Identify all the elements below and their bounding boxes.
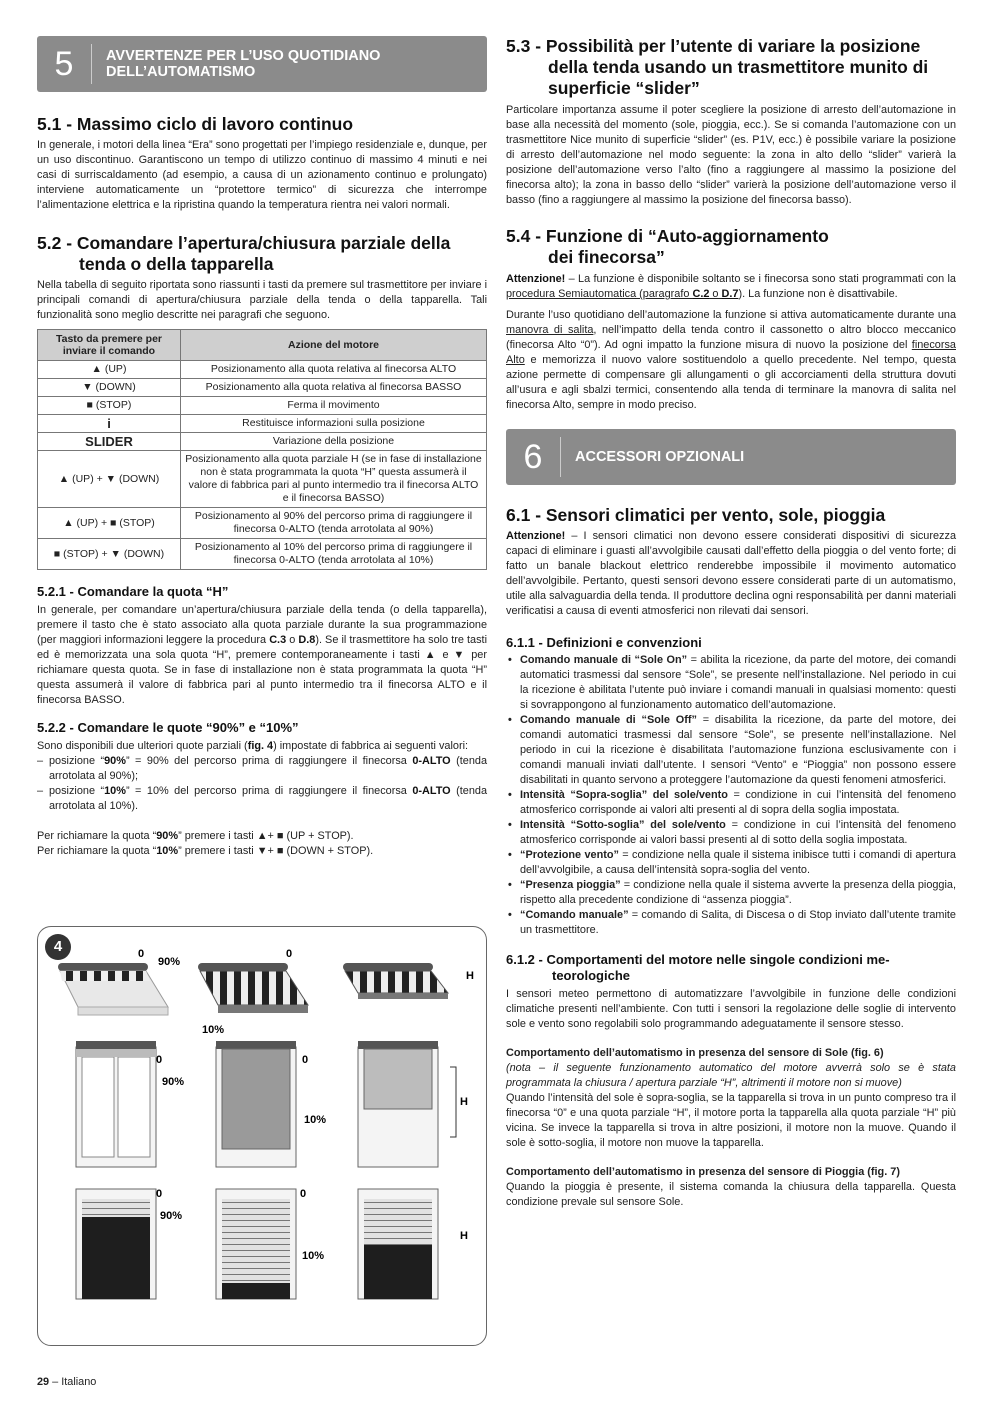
paragraph-5-3: Particolare importanza assume il poter scegliere la posizione di arresto dell’automazione in base alla necessità del momento (sole, pioggia, ecc.). Se si comanda l’automazione con un trasmettitore Nice munito di superficie “slider” (es. P1V, ecc.) è possibile variare la posizione di arresto dell’automazione nel modo seguente: la zona in alto dello “slider” varierà la posizione dell’automazione verso l’alto (fino a raggiungere al massimo la posizione del finecorsa alto); la zona in basso dello “slider” varierà la posizione dell’automazione verso il basso (fino a raggiungere al massimo la posizione del finecorsa basso). xyxy=(506,104,956,206)
awning-h xyxy=(343,963,448,999)
label-10: 10% xyxy=(302,1250,325,1262)
command-table xyxy=(37,329,487,570)
label-90: 90% xyxy=(158,956,181,968)
figure-badge: 4 xyxy=(45,934,71,960)
list-item: • “Protezione vento” = condizione nella quale il sistema inibisce tutti i comandi di apertura dell’avvolgibile, a causa dell’intensità sopra-soglia del vento. xyxy=(506,848,956,878)
shutter-h xyxy=(358,1189,438,1299)
list-item: • Comando manuale di “Sole Off” = disabilita la ricezione, da parte del motore, dei comandi automatici trasmessi dal sensore “Sole”, se presente nell’installazione. Nel periodo in cui la ricezione è disabilitata l’automazione funziona esclusivamente con i comandi manuali inviati dall’utente. I sensori “Vento” e “Pioggia” non possono essere disabilitati in quanto servono a proteggere l’automazione da questi fenomeni atmosferici. xyxy=(506,713,956,788)
sun-note: (nota – il seguente funzionamento automatico del motore avverrà solo se è stata programmata la chiusura / apertura parziale “H”, altrimenti il motore non si muove) xyxy=(506,1062,956,1089)
definitions-list xyxy=(506,653,956,938)
window-90 xyxy=(76,1041,156,1167)
heading-6-1-2: 6.1.2 - Comportamenti del motore nelle singole condizioni me- teorologiche xyxy=(506,952,890,983)
paragraph-5-2-2: Sono disponibili due ulteriori quote parziali (fig. 4) impostate di fabbrica ai seguenti valori: xyxy=(37,740,469,752)
paragraph-6-1-2: I sensori meteo permettono di automatizzare l’avvolgibile in funzione delle condizioni climatiche presenti nell’ambiente. Con tutti i sensori la regolazione delle soglie di intervento sole e vento sono regolabili solo programmando adeguatamente il sensore stesso. xyxy=(506,988,956,1030)
rain-text: Quando la pioggia è presente, il sistema comanda la chiusura della tapparella. Questa condizione prevale sul sensore Sole. xyxy=(506,1181,956,1208)
figure-4 xyxy=(37,926,487,1346)
sun-text: Quando l’intensità del sole è sopra-soglia, se la tapparella si trova in un punto compreso tra il finecorsa “0” e una quota parziale “H”, il motore porta la tapparella alla quota parziale “H” più vicina. Se invece la tapparella si trova in altre posizioni, il motore non la muove. Quando il sole è sotto-soglia, il motore non muove la tapparella. xyxy=(506,1092,956,1149)
label-0: 0 xyxy=(300,1188,307,1200)
paragraph-5-4-a: Attenzione! – La funzione è disponibile soltanto se i finecorsa sono stati programmati con la procedura Semiautomatica (paragrafo C.2 o D.7). La funzione non è disattivabile. xyxy=(506,273,956,300)
heading-5-2-2: 5.2.2 - Comandare le quote “90%” e “10%” xyxy=(37,720,299,735)
table-row: ▼ (DOWN) Posizionamento alla quota relativa al finecorsa BASSO xyxy=(38,379,487,397)
label-h: H xyxy=(466,970,474,982)
heading-5-4: 5.4 - Funzione di “Auto-aggiornamento dei finecorsa” xyxy=(506,226,829,267)
paragraph-5-4-b: Durante l’uso quotidiano dell’automazione la funzione si attiva automaticamente durante una manovra di salita, nell’impatto della tenda contro il cassonetto o altro blocco meccanico (finecorsa Alto “0”). Ad ogni impatto la funzione misura di nuovo la posizione del finecorsa Alto e memorizza il nuovo valore sostituendolo a quello precedente. Nel tempo, questa azione permette di compensare gli allungamenti o gli accorciamenti della struttura dovuti all’usura e agli sbalzi termici, consentendo alla tenda di terminare la manovra di salita nel finecorsa Alto, sempre in modo preciso. xyxy=(506,309,956,411)
window-h xyxy=(358,1041,438,1167)
paragraph-5-2: Nella tabella di seguito riportata sono riassunti i tasti da premere sul trasmettitore per inviare i principali comandi di apertura/chiusura parziale della tenda o della tapparella. Tali funzionalità sono meglio descritte nei paragrafi che seguono. xyxy=(37,279,487,321)
table-row: ■ (STOP) Ferma il movimento xyxy=(38,397,487,415)
section-6-banner xyxy=(506,429,956,485)
label-10: 10% xyxy=(202,1024,225,1036)
section-title: ACCESSORI OPZIONALI xyxy=(575,449,745,465)
heading-5-1: 5.1 - Massimo ciclo di lavoro continuo xyxy=(37,114,354,134)
page-number: 29 xyxy=(37,1376,50,1388)
heading-6-1-1: 6.1.1 - Definizioni e convenzioni xyxy=(506,635,702,650)
paragraph-6-1: Attenzione! – I sensori climatici non devono essere considerati dispositivi di sicurezza capaci di eliminare i guasti all’avvolgibile causati dall’effetto della pioggia o del vento forte; di fatto un banale blackout elettrico renderebbe impossibile il movimento automatico dell’avvolgibile. Pertanto, questi sensori devono essere considerati parte di un automatismo, utile alla salvaguardia della tenda. Il produttore declina ogni responsabilità per danni materiali verificatisi a causa di eventi atmosferici non rilevati dai sensori. xyxy=(506,530,956,617)
list-item: • Comando manuale di “Sole On” = abilita la ricezione, da parte del motore, dei comandi automatici trasmessi dal sensore “Sole”, se presente nell’installazione. Nel periodo in cui la ricezione è abilitata l’utente può inviare i comandi manuali in qualsiasi momento: questi si sovrappongono al funzionamento automatico dell’automazione. xyxy=(506,653,956,713)
awning-10 xyxy=(198,963,308,1013)
paragraph-5-2-1: In generale, per comandare un’apertura/chiusura parziale della tenda (o della tapparella), premere il tasto che è stato associato alla quota parziale durante la sua programmazione (per maggiori informazioni leggere la procedura C.3 o D.8). Se il trasmettitore ha solo tre tasti ed è memorizzata una sola quota “H”, premere contemporaneamente i tasti ▲ e ▼ per richiamare questa quota. Se in fase di installazione non è stata programmata la quota “H” questa assumerà il valore di fabbrica pari al punto intermedio tra il finecorsa ALTO e il finecorsa BASSO. xyxy=(37,604,488,706)
heading-6-1: 6.1 - Sensori climatici per vento, sole, pioggia xyxy=(506,505,886,525)
recall-10: Per richiamare la quota “10%” premere i tasti ▼+ ■ (DOWN + STOP). xyxy=(37,845,374,857)
section-5-banner xyxy=(37,36,487,92)
table-row: ▲ (UP) + ▼ (DOWN) Posizionamento alla quota parziale H (se in fase di installazione non è stata programmata la quota “H” questa assumerà il valore di fabbrica pari al punto intermedio tra il finecorsa ALTO e il finecorsa BASSO) xyxy=(38,451,487,508)
awning-90 xyxy=(58,963,168,1015)
list-item: • Intensità “Sopra-soglia” del sole/vento = condizione in cui l’intensità del fenomeno atmosferico corrisponde ai valori alti presenti al di sopra della soglia impostata. xyxy=(506,788,956,818)
list-item: • “Presenza pioggia” = condizione nella quale il sistema avverte la presenza della pioggia, rispetto alla precedente condizione di “assenza pioggia”. xyxy=(506,878,956,908)
rain-title: Comportamento dell’automatismo in presenza del sensore di Pioggia (fig. 7) xyxy=(506,1166,900,1178)
table-header-action: Azione del motore xyxy=(181,330,487,361)
label-90: 90% xyxy=(162,1076,185,1088)
window-10 xyxy=(216,1041,296,1167)
label-h: H xyxy=(460,1230,468,1242)
section-number: 6 xyxy=(506,437,561,477)
sun-title: Comportamento dell’automatismo in presenza del sensore di Sole (fig. 6) xyxy=(506,1047,884,1059)
table-row: ▲ (UP) + ■ (STOP) Posizionamento al 90% del percorso prima di raggiungere il finecorsa 0-ALTO (tenda arrotolata al 90%) xyxy=(38,508,487,539)
table-row: SLIDER Variazione della posizione xyxy=(38,433,487,451)
list-item: – posizione “10%” = 10% del percorso prima di raggiungere il finecorsa 0-ALTO (tenda arrotolata al 10%). xyxy=(37,784,487,814)
language-label: – Italiano xyxy=(49,1376,97,1388)
label-0: 0 xyxy=(156,1188,163,1200)
paragraph-5-1: In generale, i motori della linea “Era” sono progettati per l’impiego residenziale e, dunque, per un uso discontinuo. Garantiscono un tempo di utilizzo continuo di massimo 4 minuti e nei casi di surriscaldamento (ad esempio, a causa di un azionamento continuo e prolungato) interviene automaticamente un “protettore termico” di sicurezza che interrompe l’alimentazione elettrica e la ripristina quando la temperatura rientra nei valori normali. xyxy=(37,139,487,211)
heading-5-2-1: 5.2.1 - Comandare la quota “H” xyxy=(37,584,229,599)
shutter-90 xyxy=(76,1189,156,1299)
right-column xyxy=(506,36,956,1210)
label-0: 0 xyxy=(156,1054,163,1066)
recall-90: Per richiamare la quota “90%” premere i tasti ▲+ ■ (UP + STOP). xyxy=(37,830,354,842)
heading-5-2: 5.2 - Comandare l’apertura/chiusura parziale della tenda o della tapparella xyxy=(37,233,451,274)
label-0: 0 xyxy=(138,948,145,960)
figure-4-illustration xyxy=(38,927,486,1345)
table-row: i Restituisce informazioni sulla posizione xyxy=(38,415,487,433)
label-0: 0 xyxy=(302,1054,309,1066)
left-column xyxy=(37,36,487,859)
heading-5-3: 5.3 - Possibilità per l’utente di variare la posizione della tenda usando un trasmettitore munito di superficie “slider” xyxy=(506,36,929,98)
section-number: 5 xyxy=(37,44,92,84)
table-row: ■ (STOP) + ▼ (DOWN) Posizionamento al 10% del percorso prima di raggiungere il finecorsa 0-ALTO (tenda arrotolata al 10%) xyxy=(38,539,487,570)
label-h: H xyxy=(460,1096,468,1108)
list-item: • Intensità “Sotto-soglia” del sole/vento = condizione in cui l’intensità del fenomeno atmosferico corrisponde ai valori bassi presenti al di sotto della soglia impostata. xyxy=(506,818,956,848)
table-row: ▲ (UP) Posizionamento alla quota relativa al finecorsa ALTO xyxy=(38,361,487,379)
quota-list xyxy=(37,754,487,814)
label-0: 0 xyxy=(286,948,293,960)
label-90: 90% xyxy=(160,1210,183,1222)
section-title: AVVERTENZE PER L’USO QUOTIDIANO DELL’AUTOMATISMO xyxy=(106,48,381,80)
shutter-10 xyxy=(216,1189,296,1299)
page-footer xyxy=(37,1376,96,1388)
list-item: – posizione “90%” = 90% del percorso prima di raggiungere il finecorsa 0-ALTO (tenda arrotolata al 90%); xyxy=(37,754,487,784)
list-item: • “Comando manuale” = comando di Salita, di Discesa o di Stop inviato dall’utente tramite un trasmettitore. xyxy=(506,908,956,938)
table-header-key: Tasto da premere per inviare il comando xyxy=(38,330,181,361)
label-10: 10% xyxy=(304,1114,327,1126)
